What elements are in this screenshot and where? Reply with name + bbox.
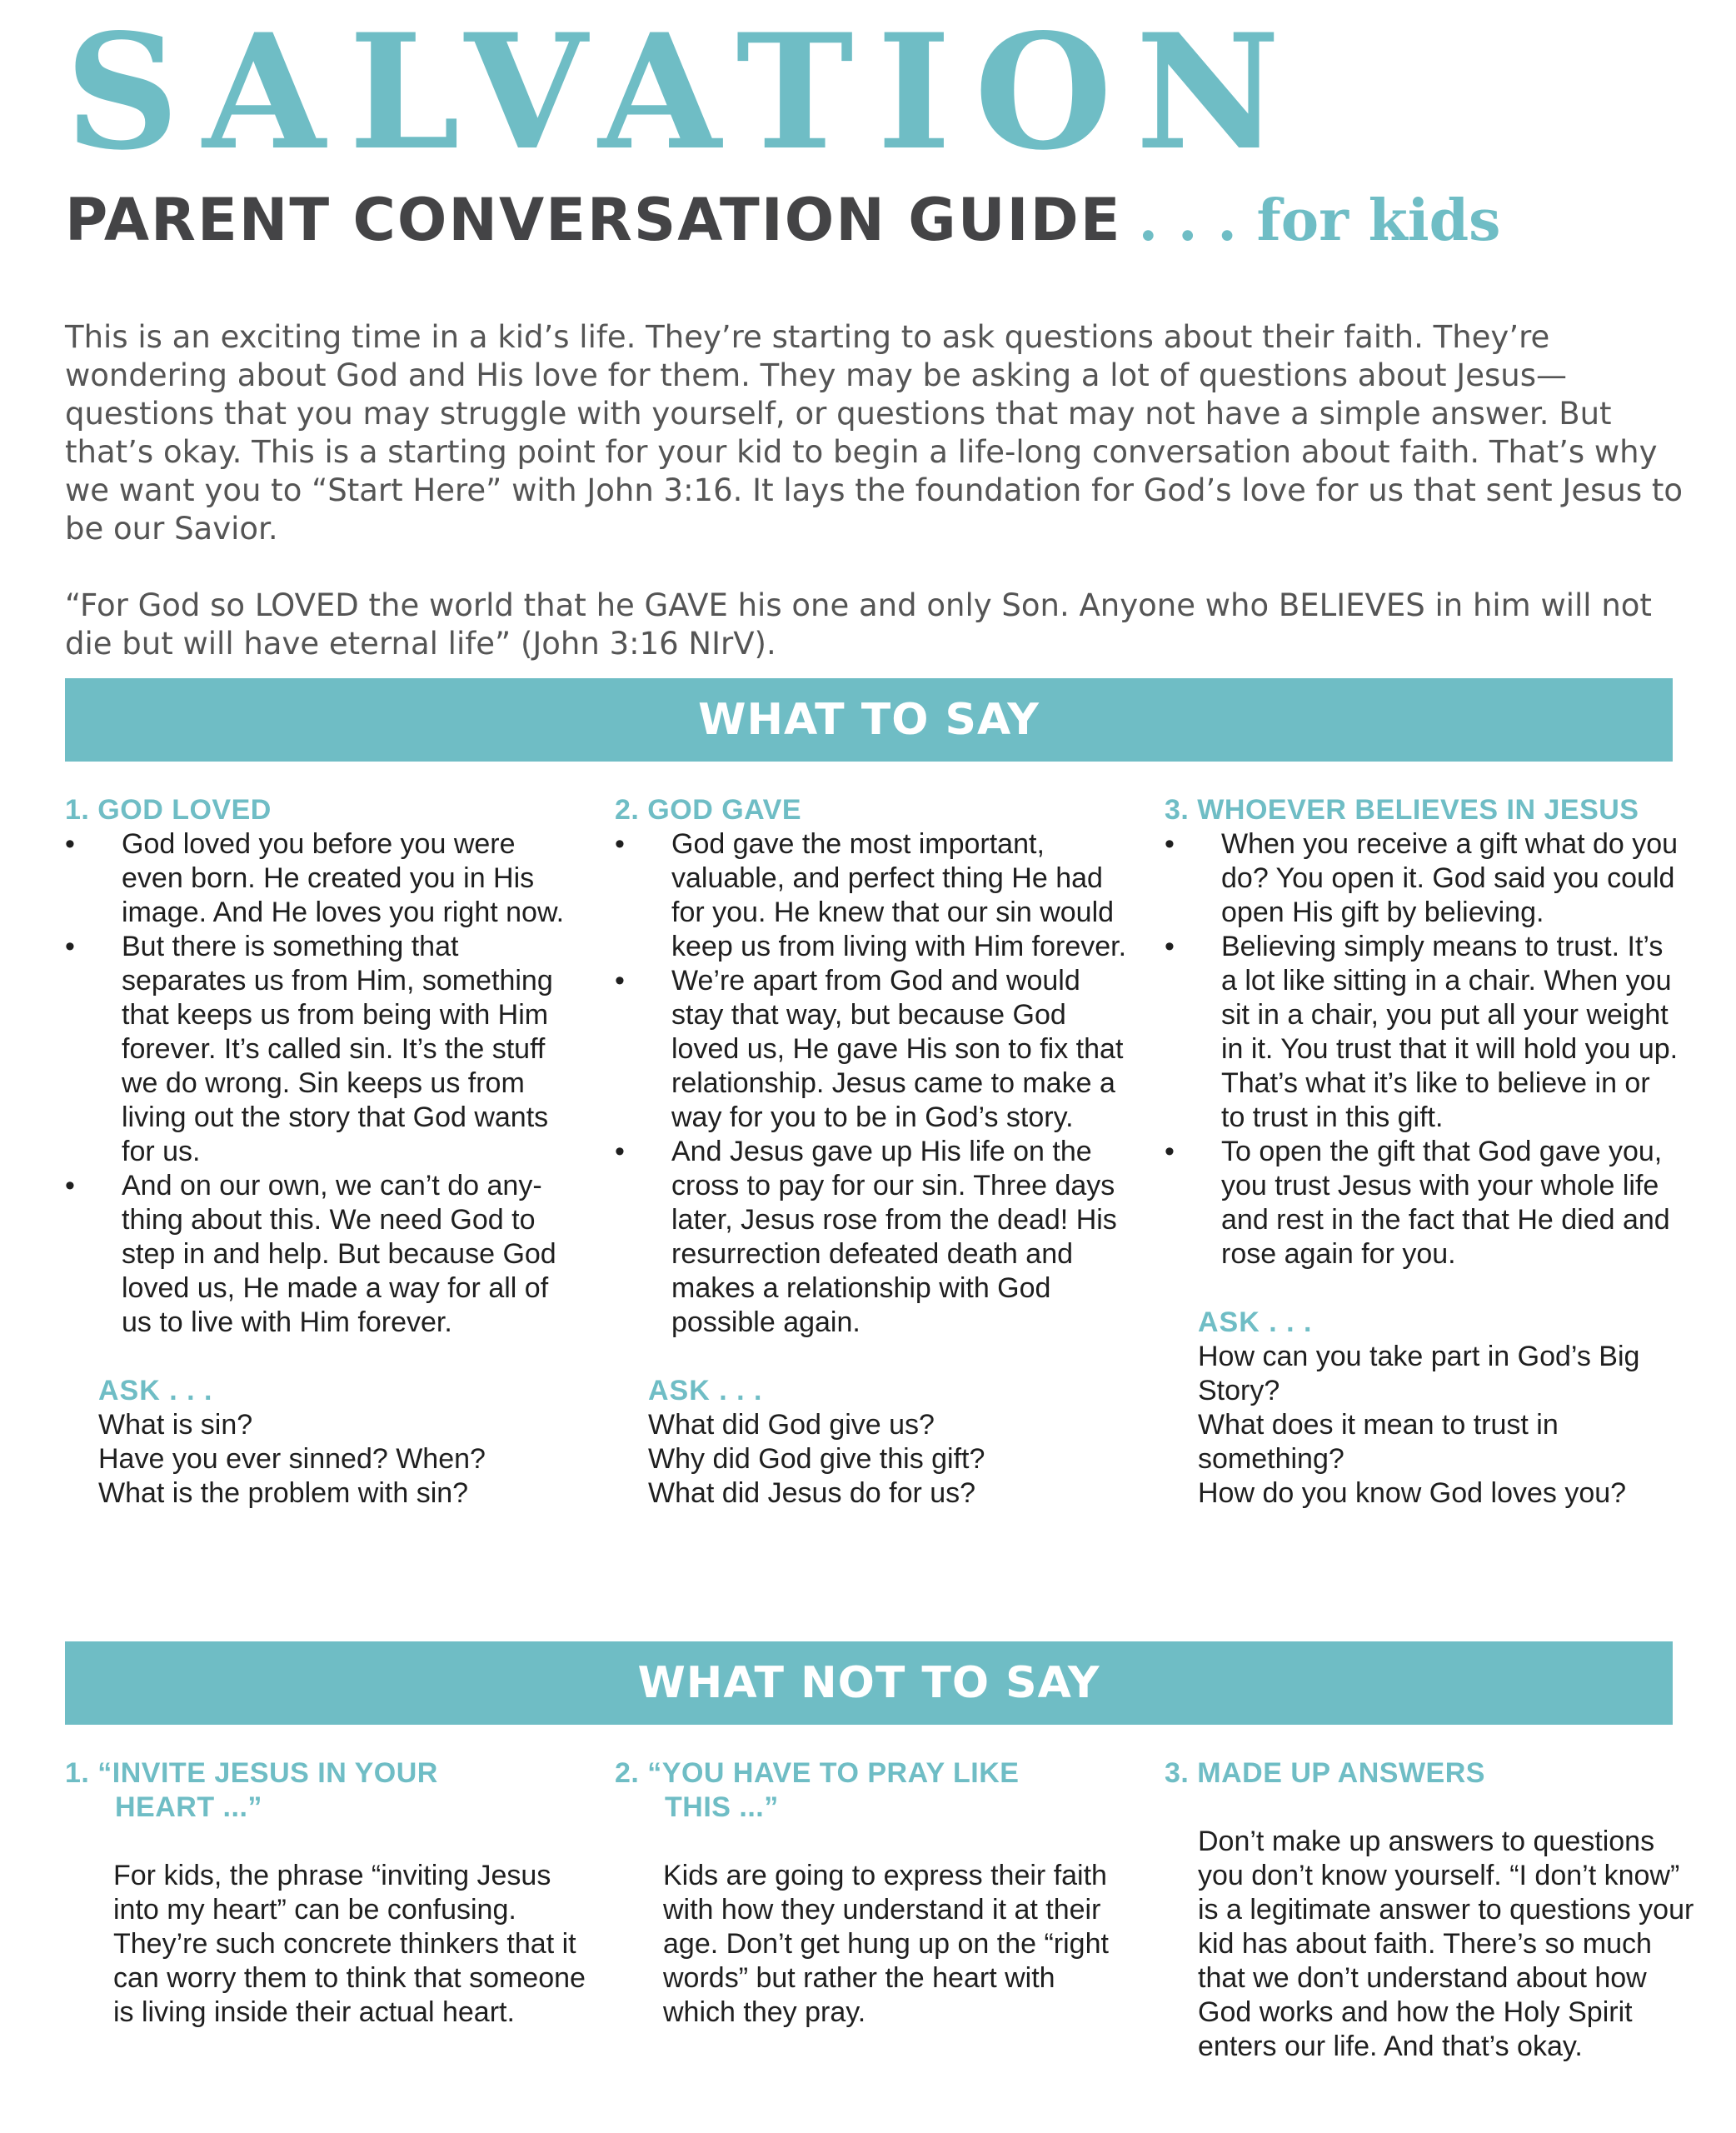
ask-heading: ASK . . . <box>648 1375 763 1406</box>
ask-heading: ASK . . . <box>1198 1306 1313 1338</box>
list-item: • And Jesus gave up His life on the cross to pay for our sin. Three days later, Jesus rose from the dead! His resurrection defeated death and makes a relationship with God possible again. <box>615 1136 1117 1338</box>
column-heading: 2. “YOU HAVE TO PRAY LIKE <box>615 1757 1020 1789</box>
intro-verse: “For God so LOVED the world that he GAVE his one and only Son. Anyone who BELIEVES in him will not die but will have eternal life” (John 3:16 NIrV). <box>65 587 1652 662</box>
column-heading: 3. MADE UP ANSWERS <box>1165 1757 1485 1789</box>
what-not-to-say-column-3 <box>1165 1756 1698 2064</box>
bullet-icon: • <box>1165 931 1175 962</box>
bullet-icon: • <box>65 931 75 962</box>
column-heading-continued: HEART ...” <box>115 1791 262 1823</box>
list-item: • And on our own, we can’t do any-thing about this. We need God to step in and help. But because God loved us, He made a way for all of us to live with Him forever. <box>65 1170 556 1338</box>
question: What did Jesus do for us? <box>648 1477 976 1509</box>
question: What did God give us? <box>648 1409 935 1441</box>
list-item: • Believing simply means to trust. It’s a lot like sitting in a chair. When you sit in a chair, you put all your weight in it. You trust that it will hold you up. That’s what it’s like to believe in or to trust in this gift. <box>1165 931 1679 1133</box>
subtitle-text: PARENT CONVERSATION GUIDE <box>65 186 1122 254</box>
question: How can you take part in God’s Big Story? <box>1198 1341 1640 1406</box>
ask-heading: ASK . . . <box>98 1375 213 1406</box>
bullet-icon: • <box>65 1170 75 1201</box>
ask-section <box>615 1374 1131 1511</box>
list-item: • God gave the most important, valuable, and perfect thing He had for you. He knew that our sin would keep us from living with Him forever. <box>615 828 1127 962</box>
bullet-list <box>1165 827 1681 1271</box>
question: What does it mean to trust in something? <box>1198 1409 1559 1475</box>
what-to-say-column-1 <box>65 793 581 1511</box>
what-to-say-column-3 <box>1165 793 1681 1511</box>
bullet-icon: • <box>615 1136 625 1167</box>
what-not-to-say-column-2 <box>615 1756 1131 2030</box>
what-not-to-say-banner: WHAT NOT TO SAY <box>65 1641 1673 1725</box>
list-item: • But there is something that separates us from Him, something that keeps us from being with Him forever. It’s called sin. It’s the stuff we do wrong. Sin keeps us from living out the story that God wants for us. <box>65 931 553 1167</box>
bullet-list <box>615 827 1131 1340</box>
question: What is sin? <box>98 1409 253 1441</box>
bullet-icon: • <box>615 965 625 997</box>
column-heading: 1. “INVITE JESUS IN YOUR <box>65 1757 438 1789</box>
page-title: SALVATION <box>65 0 1304 185</box>
column-heading: 2. GOD GAVE <box>615 794 802 826</box>
list-item: • When you receive a gift what do you do? You open it. God said you could open His gift by believing. <box>1165 828 1679 928</box>
question: Why did God give this gift? <box>648 1443 985 1475</box>
column-body: Kids are going to express their faith with how they understand it at their age. Don’t get hung up on the “right words” but rather the heart with which they pray. <box>663 1860 1109 2028</box>
question: How do you know God loves you? <box>1198 1477 1627 1509</box>
what-to-say-banner: WHAT TO SAY <box>65 678 1673 762</box>
page-subtitle <box>65 185 1500 256</box>
what-not-to-say-column-1 <box>65 1756 598 2030</box>
intro-section <box>65 318 1689 663</box>
list-item: • We’re apart from God and would stay that way, but because God loved us, He gave His son to fix that relationship. Jesus came to make a way for you to be in God’s story. <box>615 965 1124 1133</box>
bullet-icon: • <box>1165 1136 1175 1167</box>
bullet-icon: • <box>1165 828 1175 860</box>
column-body: Don’t make up answers to questions you don’t know yourself. “I don’t know” is a legitimate answer to questions your kid has about faith. There’s so much that we don’t understand about how God works and how the Holy Spirit enters our life. And that’s okay. <box>1198 1826 1694 2062</box>
column-heading-continued: THIS ...” <box>665 1791 779 1823</box>
column-heading: 3. WHOEVER BELIEVES IN JESUS <box>1165 794 1639 826</box>
ask-section <box>1165 1306 1681 1511</box>
question: Have you ever sinned? When? <box>98 1443 486 1475</box>
column-heading: 1. GOD LOVED <box>65 794 272 826</box>
intro-paragraph: This is an exciting time in a kid’s life. They’re starting to ask questions about their faith. They’re wondering about God and His love for them. They may be asking a lot of questions about Jesus—questions that you may struggle with yourself, or questions that may not have a simple answer. But that’s okay. This is a starting point for your kid to begin a life-long conversation about faith. That’s why we want you to “Start Here” with John 3:16. It lays the foundation for God’s love for us that sent Jesus to be our Savior. <box>65 319 1684 547</box>
question: What is the problem with sin? <box>98 1477 469 1509</box>
list-item: • God loved you before you were even born. He created you in His image. And He loves you right now. <box>65 828 565 928</box>
subtitle-suffix: . . . for kids <box>1138 187 1501 254</box>
ask-section <box>65 1374 581 1511</box>
list-item: • To open the gift that God gave you, you trust Jesus with your whole life and rest in the fact that He died and rose again for you. <box>1165 1136 1670 1270</box>
bullet-icon: • <box>65 828 75 860</box>
what-to-say-column-2 <box>615 793 1131 1511</box>
bullet-icon: • <box>615 828 625 860</box>
bullet-list <box>65 827 581 1340</box>
column-body: For kids, the phrase “inviting Jesus into my heart” can be confusing. They’re such concrete thinkers that it can worry them to think that someone is living inside their actual heart. <box>113 1860 586 2028</box>
